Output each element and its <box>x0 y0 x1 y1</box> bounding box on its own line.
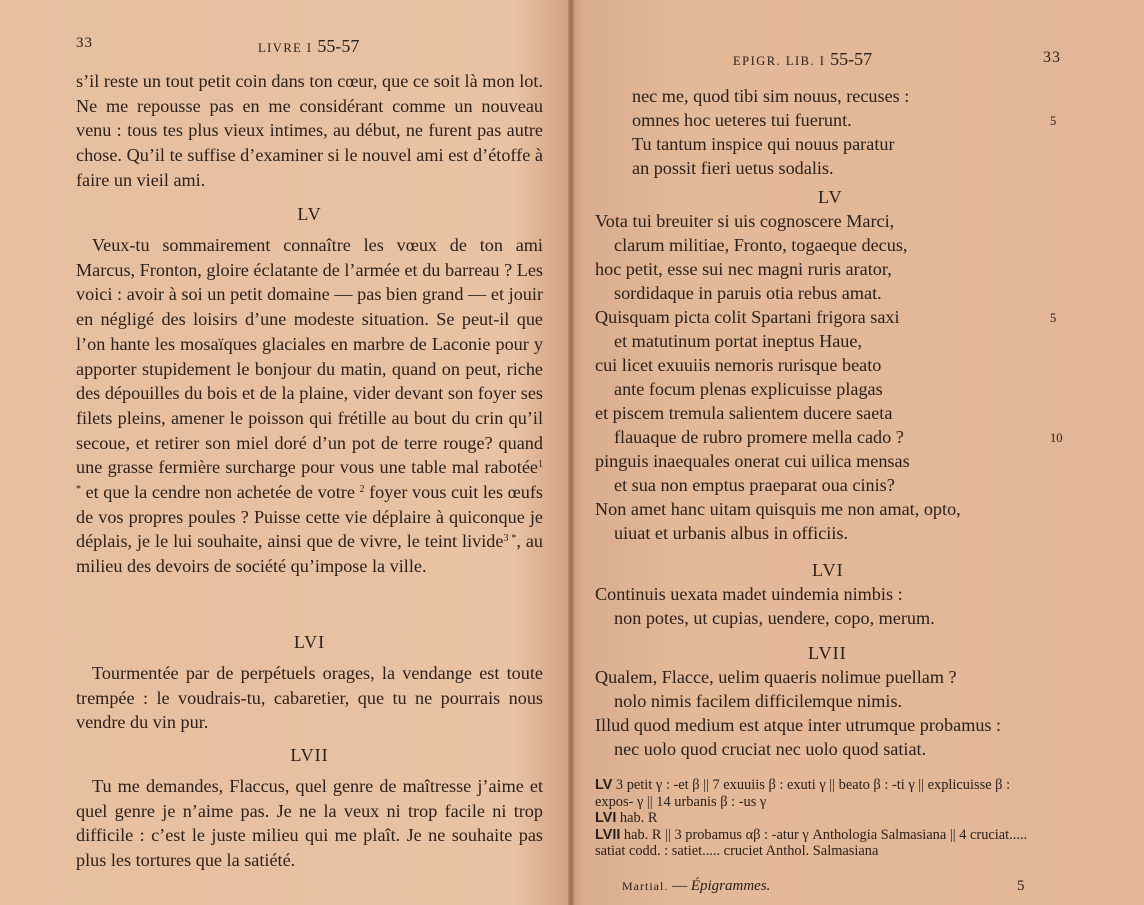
verse-line: flauaque de rubro promere mella cado ? <box>614 427 904 447</box>
footer-dash: — <box>672 878 688 894</box>
left-continuation <box>76 69 543 193</box>
left-lvii-paragraph: Tu me demandes, Flaccus, quel genre de maîtresse j’aime et quel genre je n’aime pas. Je ne la veux ni trop facile ni trop difficile : c’est le juste milieu qui me plaît. Je ne souhaite pas plus les tortures que la satiété. <box>76 776 543 871</box>
apparatus-lvi-label: LVI <box>595 810 617 826</box>
verse-line: ante focum plenas explicuisse plagas <box>614 379 883 399</box>
left-running-head <box>258 36 359 57</box>
verse-line: nec me, quod tibi sim nouus, recuses : <box>632 86 910 106</box>
apparatus-lvii <box>595 827 1045 860</box>
apparatus-lv-text: 3 petit γ : -et β || 7 exuuiis β : exuti γ || beato β : -ti γ || explicuisse β : expos- γ || 14 urbanis β : -us γ <box>595 777 1011 810</box>
verse-line: cui licet exuuiis nemoris rurisque beato <box>595 355 882 375</box>
verse-line: pinguis inaequales onerat cui uilica mensas <box>595 451 910 471</box>
verse-line-number: 5 <box>1050 114 1057 128</box>
left-continuation-paragraph: s’il reste un tout petit coin dans ton cœur, que ce soit là mon lot. Ne me repousse pas en me considérant comme un nouveau venu : tous tes plus vieux intimes, au début, ne furent pas autre chose. Qu’il te suffise d’examiner si le nouvel ami est d’étoffe à faire un vieil ami. <box>76 71 543 190</box>
footer-author: Martial. <box>622 879 669 893</box>
lv-part-4: , au milieu des devoirs de société qu’impose la ville. <box>76 531 544 577</box>
verse-line: sordidaque in paruis otia rebus amat. <box>614 283 882 303</box>
verse-line-number: 10 <box>1050 431 1063 445</box>
apparatus-lvi-text: hab. R <box>616 810 658 826</box>
right-lvi-heading: LVI <box>812 560 844 580</box>
verse-line: Non amet hanc uitam quisquis me non amat, opto, <box>595 499 961 519</box>
left-page-number: 33 <box>76 35 93 51</box>
left-lvi-paragraph: Tourmentée par de perpétuels orages, la vendange est toute trempée : le voudrais-tu, cabaretier, que tu ne pourrais nous vendre du vin pur. <box>76 663 543 733</box>
left-lvii-text <box>76 774 543 873</box>
left-running-head-range: 55-57 <box>317 36 360 56</box>
footer-signature-mark: 5 <box>1017 878 1025 894</box>
verse-line-number: 5 <box>1050 311 1057 325</box>
right-lv-heading: LV <box>818 187 843 207</box>
verse-line: hoc petit, esse sui nec magni ruris arator, <box>595 259 892 279</box>
verse-line: Quisquam picta colit Spartani frigora saxi <box>595 307 900 327</box>
verse-line: Vota tui breuiter si uis cognoscere Marci, <box>595 211 895 231</box>
apparatus-lv-label: LV <box>595 777 613 793</box>
verse-line: clarum militiae, Fronto, togaeque decus, <box>614 235 908 255</box>
verse-line: uiuat et urbanis albus in officiis. <box>614 523 849 543</box>
verse-line: omnes hoc ueteres tui fuerunt. <box>632 110 852 130</box>
verse-line: et matutinum portat ineptus Haue, <box>614 331 863 351</box>
lv-part-1: Veux-tu sommairement connaître les vœux de ton ami Marcus, Fronton, gloire éclatante de l’armée et du barreau ? Les voici : avoir à soi un petit domaine — pas bien grand — et jouir en négligé des loisirs d’une modeste situation. Se peut-il que l’on hante les mosaïques glaciales en marbre de Laconie pour y apporter stupidement le bonjour du matin, quand on peut, riche des dépouilles du bois et de la plaine, vider devant son foyer ses filets pleins, amener le poisson qui frétille au bout du crin qu’il secoue, et retirer son miel doré d’un pot de terre rouge? quand une grasse fermière surcharge pour vous une table mal rabotée <box>76 235 543 478</box>
left-lvi-heading: LVI <box>293 632 326 652</box>
signature-line <box>622 878 770 895</box>
lv-part-3: foyer vous cuit les œufs de vos propres poules ? Puisse cette vie déplaire à quiconque je déplais, je le lui souhaite, ainsi que de vivre, le teint livide <box>76 482 543 552</box>
right-running-head <box>733 49 872 70</box>
left-lvi-text <box>76 661 543 735</box>
verse-line: non potes, ut cupias, uendere, copo, merum. <box>614 608 935 628</box>
left-page <box>0 0 571 905</box>
verse-line: nec uolo quod cruciat nec uolo quod satiat. <box>614 739 927 759</box>
left-lv-text <box>76 233 543 579</box>
verse-line: Illud quod medium est atque inter utrumque probamus : <box>595 715 1002 735</box>
verse-line: et piscem tremula salientem ducere saeta <box>595 403 893 423</box>
right-running-head-label: EPIGR. LIB. I <box>733 54 826 68</box>
verse-line: Continuis uexata madet uindemia nimbis : <box>595 584 903 604</box>
verse-line: Qualem, Flacce, uelim quaeris nolimue puellam ? <box>595 667 957 687</box>
right-running-head-range: 55-57 <box>830 49 873 69</box>
verse-line: an possit fieri uetus sodalis. <box>632 158 834 178</box>
verse-line: nolo nimis facilem difficilemque nimis. <box>614 691 903 711</box>
note-ref-2: 2 <box>359 484 365 496</box>
left-lv-paragraph <box>76 233 543 579</box>
apparatus-lvi <box>595 810 1045 827</box>
critical-apparatus <box>595 777 1045 860</box>
left-lv-heading: LV <box>297 204 322 224</box>
note-ref-3: 3 * <box>503 533 517 545</box>
lv-part-2: et que la cendre non achetée de votre <box>81 482 360 503</box>
verse-line: Tu tantum inspice qui nouus paratur <box>632 134 895 154</box>
footer-title: Épigrammes. <box>690 878 771 894</box>
left-lvii-heading: LVII <box>290 745 329 765</box>
apparatus-lvii-label: LVII <box>595 826 621 843</box>
apparatus-lv <box>595 777 1045 810</box>
right-page-number: 33 <box>1043 49 1061 66</box>
left-running-head-label: LIVRE I <box>258 41 313 55</box>
note-ref-1: 1 * <box>76 459 543 496</box>
right-lvii-heading: LVII <box>808 643 847 663</box>
apparatus-lvii-text: hab. R || 3 probamus αβ : -atur γ Anthologia Salmasiana || 4 cruciat..... satiat codd. : satiet..... cruciet Anthol. Salmasiana <box>595 826 1028 859</box>
verse-line: et sua non emptus praeparat oua cinis? <box>614 475 895 495</box>
